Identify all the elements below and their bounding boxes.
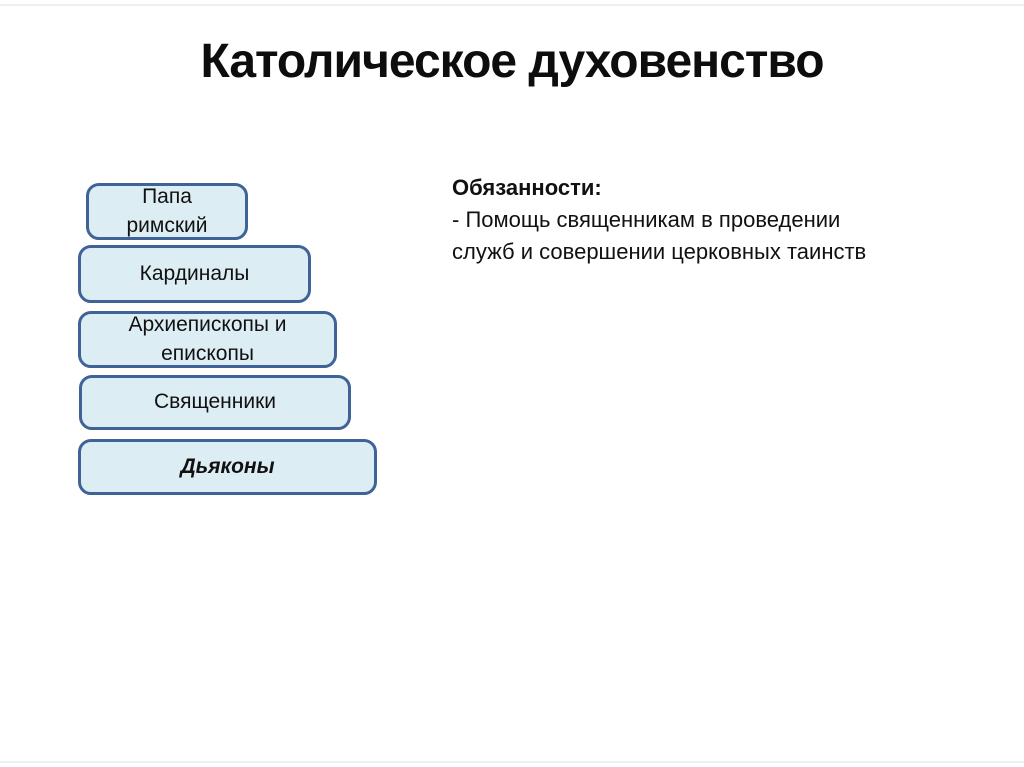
slide-top-edge <box>0 4 1024 6</box>
hierarchy-box-label: епископы <box>161 341 254 365</box>
hierarchy-box-deacons <box>78 439 377 495</box>
hierarchy-box-label: римский <box>126 213 208 237</box>
hierarchy-box-pope <box>86 183 248 240</box>
hierarchy-box-label: Папа <box>142 184 192 208</box>
duties-line: служб и совершении церковных таинств <box>452 239 867 264</box>
hierarchy-box-archbishops <box>78 311 337 368</box>
slide-title: Католическое духовенство <box>200 35 824 88</box>
hierarchy-box-cardinals <box>78 245 311 303</box>
duties-text-block <box>452 172 912 268</box>
hierarchy-box-priests <box>79 375 351 430</box>
hierarchy-box-label: Дьяконы <box>180 454 275 478</box>
duties-line: - Помощь священникам в проведении <box>452 207 841 232</box>
hierarchy-box-label: Кардиналы <box>139 261 250 285</box>
hierarchy-box-label: Архиепископы и <box>128 312 287 336</box>
slide-bottom-edge <box>0 761 1024 763</box>
hierarchy-box-label: Священники <box>153 390 277 414</box>
duties-heading: Обязанности: <box>452 175 602 200</box>
